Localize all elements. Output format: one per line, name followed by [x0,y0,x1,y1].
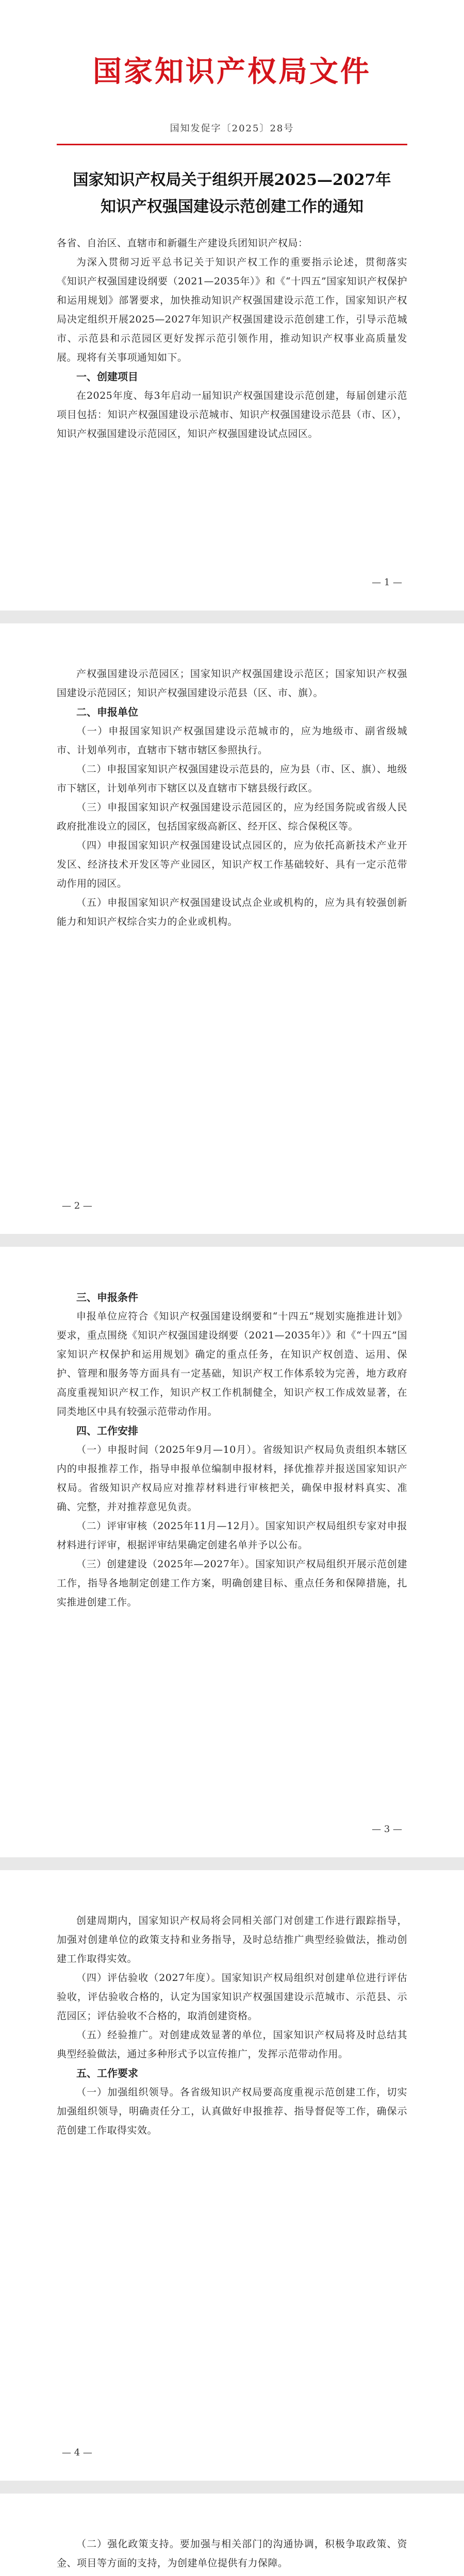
paragraph: （五）申报国家知识产权强国建设试点企业或机构的，应为具有较强创新能力和知识产权综合实力的企业或机构。 [57,897,407,927]
document-header: 国家知识产权局文件 [93,55,371,89]
page-number: — 4 — [62,2447,92,2458]
section-heading: 二、申报单位 [76,706,138,718]
page-number: — 1 — [372,577,402,588]
title-line-1: 国家知识产权局关于组织开展2025—2027年 [73,171,391,189]
paragraph: （五）经验推广。对创建成效显著的单位，国家知识产权局将及时总结其典型经验做法，通过多种形式予以宣传推广，发挥示范带动作用。 [57,2029,407,2060]
paragraph: （二）申报国家知识产权强国建设示范县的，应为县（市、区、旗）、地级市下辖区，计划单列市下辖区以及直辖市下辖县级行政区。 [57,764,407,794]
paragraph: 创建周期内，国家知识产权局将会同相关部门对创建工作进行跟踪指导，加强对创建单位的政策支持和业务指导，及时总结推广典型经验做法，推动创建工作取得实效。 [57,1915,407,1964]
paragraph: 产权强国建设示范园区；国家知识产权强国建设示范区；国家知识产权强国建设示范园区；知识产权强国建设示范县（区、市、旗）。 [57,668,407,699]
paragraph: 在2025年度、每3年启动一届知识产权强国建设示范创建，每届创建示范项目包括：知识产权强国建设示范城市、知识产权强国建设示范县（市、区），知识产权强国建设示范园区，知识产权强国建设试点园区。 [57,390,407,439]
paragraph: （四）申报国家知识产权强国建设试点园区的，应为依托高新技术产业开发区、经济技术开发区等产业园区，知识产权工作基础较好、具有一定示范带动作用的园区。 [57,840,407,889]
section-heading: 三、申报条件 [76,1291,138,1303]
paragraph: （一）加强组织领导。各省级知识产权局要高度重视示范创建工作，切实加强组织领导，明确责任分工，认真做好申报推荐、指导督促等工作，确保示范创建工作取得实效。 [57,2087,407,2136]
section-heading: 四、工作安排 [76,1425,138,1437]
page-1 [0,0,464,611]
title-line-2: 知识产权强国建设示范创建工作的通知 [101,198,363,216]
paragraph: （一）申报时间（2025年9月—10月）。省级知识产权局负责组织本辖区内的申报推荐工作，指导申报单位编制申报材料，择优推荐并报送国家知识产权局。省级知识产权局应对推荐材料进行审核把关，确保申报材料真实、准确、完整，并对推荐意见负责。 [57,1444,407,1513]
page-number: — 3 — [372,1824,402,1835]
document-number: 国知发促字〔2025〕28号 [170,123,294,134]
paragraph: （二）评审审核（2025年11月—12月）。国家知识产权局组织专家对申报材料进行评审，根据评审结果确定创建名单并予以公布。 [57,1520,407,1551]
paragraph: 为深入贯彻习近平总书记关于知识产权工作的重要指示论述，贯彻落实《知识产权强国建设纲要（2021—2035年）》和《“十四五”国家知识产权保护和运用规划》部署要求，加快推动知识产权强国建设示范工作，国家知识产权局决定组织开展2025—2027年知识产权强国建设示范创建工作，引导示范城市、示范县和示范园区更好发挥示范引领作用，推动知识产权事业高质量发展。现将有关事项通知如下。 [57,257,407,363]
page-2 [0,623,464,1234]
paragraph: （三）创建建设（2025年—2027年）。国家知识产权局组织开展示范创建工作，指导各地制定创建工作方案，明确创建目标、重点任务和保障措施，扎实推进创建工作。 [57,1558,407,1608]
page-4 [0,1870,464,2481]
section-heading: 一、创建项目 [76,370,138,383]
paragraph: 申报单位应符合《知识产权强国建设纲要和“十四五”规划实施推进计划》要求，重点围绕《知识产权强国建设纲要（2021—2035年）》和《“十四五”国家知识产权保护和运用规划》确定的重点任务，在知识产权创造、运用、保护、管理和服务等方面具有一定基础，知识产权工作体系较为完善，地方政府高度重视知识产权工作，知识产权工作机制健全，知识产权工作成效显著，在同类地区中具有较强示范带动作用。 [57,1311,407,1417]
section-heading: 五、工作要求 [76,2067,138,2079]
page-number: — 2 — [62,1200,92,1211]
paragraph [57,2573,407,2576]
red-divider [57,144,407,145]
salutation: 各省、自治区、直辖市和新疆生产建设兵团知识产权局： [57,238,308,249]
paragraph: （一）申报国家知识产权强国建设示范城市的，应为地级市、副省级城市、计划单列市，直辖市下辖市辖区参照执行。 [57,725,407,756]
paragraph: （二）强化政策支持。要加强与相关部门的沟通协调，积极争取政策、资金、项目等方面的支持，为创建单位提供有力保障。 [57,2538,407,2569]
paragraph: （三）申报国家知识产权强国建设示范园区的，应为经国务院或省级人民政府批准设立的园区，包括国家级高新区、经开区、综合保税区等。 [57,802,407,832]
page-5 [0,2494,464,2576]
paragraph: （四）评估验收（2027年度）。国家知识产权局组织对创建单位进行评估验收，评估验收合格的，认定为国家知识产权强国建设示范城市、示范县、示范园区；评估验收不合格的，取消创建资格。 [57,1972,407,2022]
page-3 [0,1247,464,1857]
document-title [57,167,407,221]
